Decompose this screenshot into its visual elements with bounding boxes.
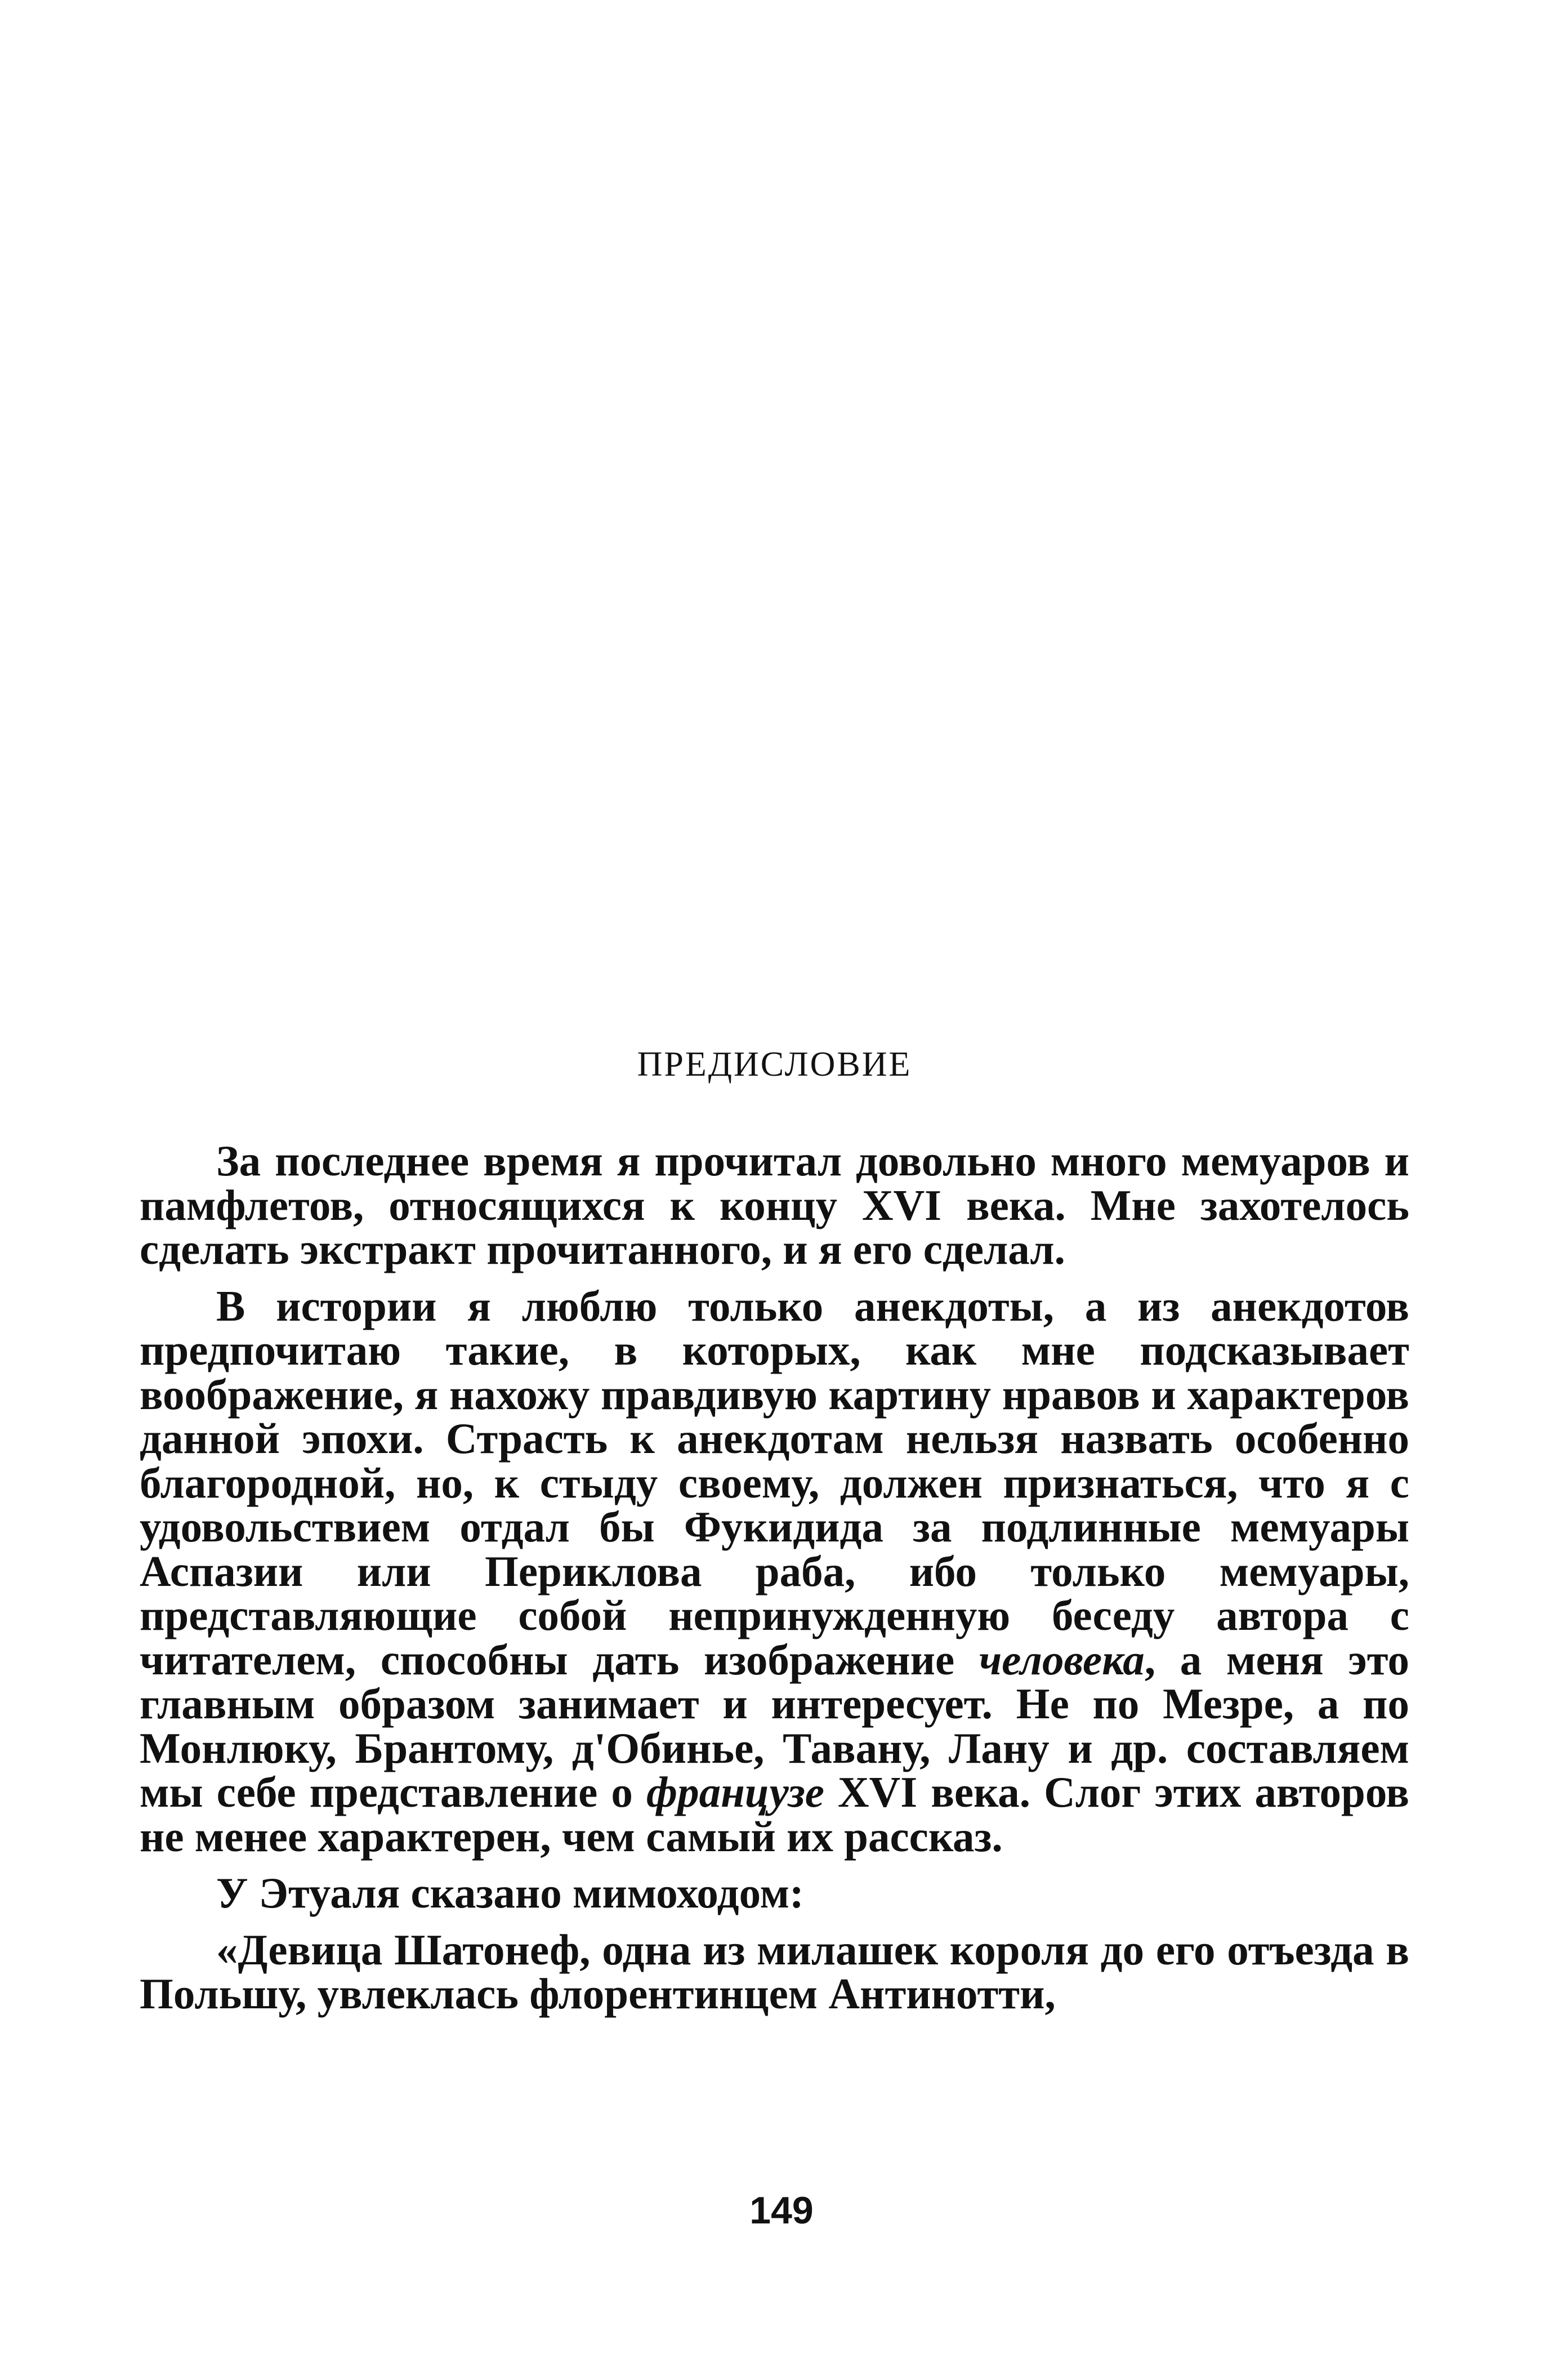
paragraph-text: «Девица Шатонеф, одна из милашек короля до его отъезда в Польшу, увлеклась флорентинцем Антинотти, xyxy=(140,1925,1409,2018)
paragraph-text: За последнее время я прочитал довольно много мемуаров и памфлетов, относящихся к концу XVI века. Мне захотелось сделать экстракт прочитанного, и я его сделал. xyxy=(140,1136,1409,1273)
paragraph-2 xyxy=(140,1281,1409,1861)
page-number: 149 xyxy=(749,2189,814,2232)
emphasis-text: человека xyxy=(979,1635,1145,1684)
paragraph-text: У Этуаля сказано мимоходом: xyxy=(216,1869,804,1917)
emphasis-text: французе xyxy=(646,1768,824,1816)
paragraph-4 xyxy=(140,1925,1409,2018)
paragraph-1 xyxy=(140,1136,1409,1273)
paragraph-text: В истории я люблю только анекдоты, а из анекдотов предпочитаю такие, в которых, как мне подсказывает воображение, я нахожу правдивую картину нравов и характеров данной эпохи. Страсть к анекдотам нельзя назвать особенно благородной, но, к стыду своему, должен признаться, что я с удовольствием отдал бы Фукидида за подлинные мемуары Аспазии или Периклова раба, ибо только мемуары, представляющие собой непринужденную беседу автора с читателем, способны дать изображение xyxy=(140,1281,1409,1684)
chapter-heading: ПРЕДИСЛОВИЕ xyxy=(637,1045,912,1084)
paragraph-text: XVI века. Слог этих авторов не менее характерен, чем самый их рассказ. xyxy=(140,1768,1409,1861)
paragraph-text: , а меня это главным образом занимает и интересует. Не по Мезре, а по Монлюку, Брантому, д'Обинье, Тавану, Лану и др. составляем мы себе представление о xyxy=(140,1635,1409,1816)
paragraph-3 xyxy=(140,1871,1409,1915)
text-block xyxy=(140,1045,1409,2016)
